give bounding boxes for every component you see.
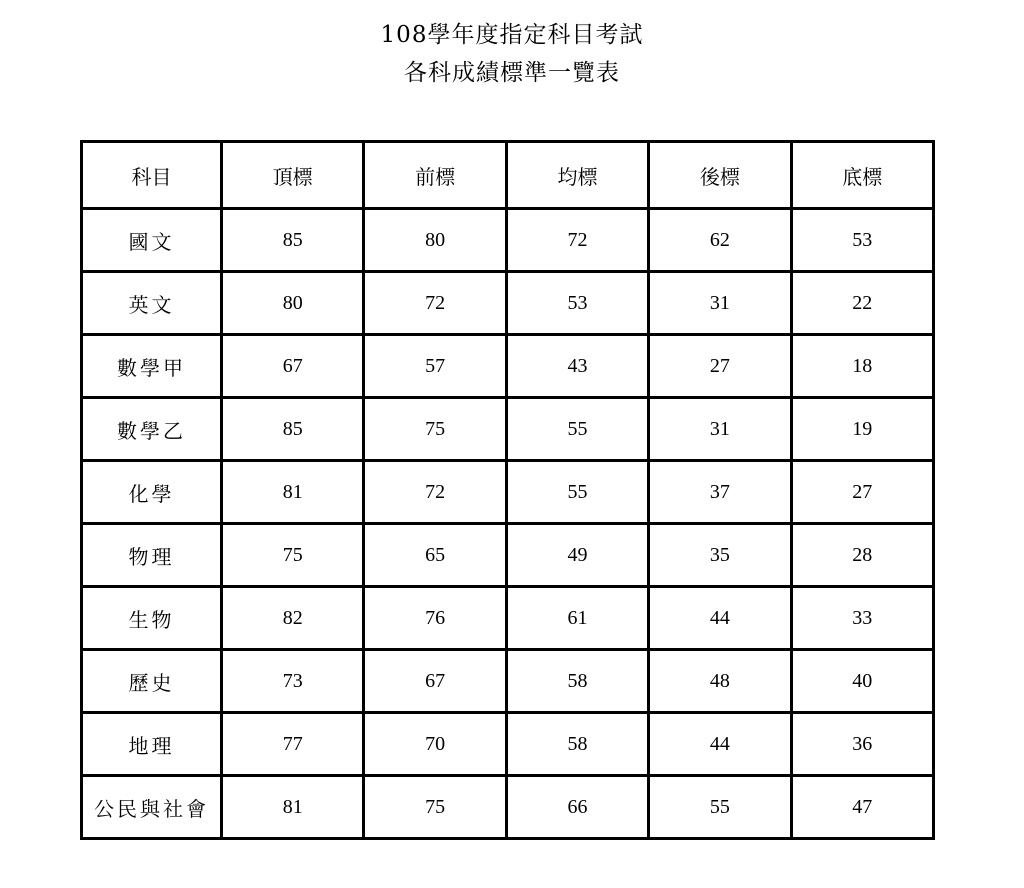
cell-top: 80: [222, 272, 364, 335]
cell-bottom: 19: [791, 398, 933, 461]
cell-front: 75: [364, 398, 506, 461]
header-subject: 科目: [82, 142, 222, 209]
cell-back: 55: [649, 776, 791, 839]
cell-back: 31: [649, 398, 791, 461]
cell-front: 70: [364, 713, 506, 776]
cell-average: 53: [506, 272, 648, 335]
header-back: 後標: [649, 142, 791, 209]
title-line-1: 108學年度指定科目考試: [380, 22, 644, 48]
table-header-row: [82, 142, 934, 209]
cell-front: 65: [364, 524, 506, 587]
cell-top: 81: [222, 776, 364, 839]
cell-back: 37: [649, 461, 791, 524]
cell-top: 81: [222, 461, 364, 524]
cell-front: 72: [364, 272, 506, 335]
cell-subject: 物理: [82, 524, 222, 587]
cell-top: 85: [222, 209, 364, 272]
cell-average: 49: [506, 524, 648, 587]
cell-front: 67: [364, 650, 506, 713]
cell-subject: 生物: [82, 587, 222, 650]
score-standards-table: [80, 140, 935, 840]
table-row: [82, 713, 934, 776]
cell-subject: 數學甲: [82, 335, 222, 398]
cell-average: 58: [506, 713, 648, 776]
header-top: 頂標: [222, 142, 364, 209]
table-row: [82, 398, 934, 461]
cell-bottom: 18: [791, 335, 933, 398]
cell-subject: 歷史: [82, 650, 222, 713]
header-front: 前標: [364, 142, 506, 209]
cell-back: 31: [649, 272, 791, 335]
table-body: [82, 209, 934, 839]
cell-bottom: 47: [791, 776, 933, 839]
cell-average: 61: [506, 587, 648, 650]
cell-subject: 地理: [82, 713, 222, 776]
table-row: [82, 335, 934, 398]
cell-bottom: 22: [791, 272, 933, 335]
table-row: [82, 587, 934, 650]
table-row: [82, 524, 934, 587]
cell-front: 76: [364, 587, 506, 650]
cell-average: 66: [506, 776, 648, 839]
header-average: 均標: [506, 142, 648, 209]
cell-top: 67: [222, 335, 364, 398]
cell-back: 44: [649, 587, 791, 650]
cell-subject: 公民與社會: [82, 776, 222, 839]
cell-top: 73: [222, 650, 364, 713]
cell-bottom: 27: [791, 461, 933, 524]
cell-average: 55: [506, 461, 648, 524]
cell-subject: 化學: [82, 461, 222, 524]
cell-top: 77: [222, 713, 364, 776]
table-row: [82, 272, 934, 335]
cell-back: 62: [649, 209, 791, 272]
table-row: [82, 461, 934, 524]
cell-bottom: 36: [791, 713, 933, 776]
cell-front: 57: [364, 335, 506, 398]
cell-front: 75: [364, 776, 506, 839]
cell-bottom: 53: [791, 209, 933, 272]
cell-average: 72: [506, 209, 648, 272]
cell-back: 44: [649, 713, 791, 776]
table-row: [82, 650, 934, 713]
cell-front: 72: [364, 461, 506, 524]
cell-bottom: 28: [791, 524, 933, 587]
cell-top: 85: [222, 398, 364, 461]
cell-subject: 數學乙: [82, 398, 222, 461]
cell-bottom: 33: [791, 587, 933, 650]
table-row: [82, 776, 934, 839]
header-bottom: 底標: [791, 142, 933, 209]
title-line-2: 各科成績標準一覽表: [404, 60, 620, 86]
table-row: [82, 209, 934, 272]
cell-bottom: 40: [791, 650, 933, 713]
cell-top: 75: [222, 524, 364, 587]
cell-average: 43: [506, 335, 648, 398]
cell-back: 48: [649, 650, 791, 713]
document-title: [0, 16, 1024, 92]
cell-subject: 英文: [82, 272, 222, 335]
cell-top: 82: [222, 587, 364, 650]
cell-average: 55: [506, 398, 648, 461]
cell-subject: 國文: [82, 209, 222, 272]
cell-back: 27: [649, 335, 791, 398]
cell-back: 35: [649, 524, 791, 587]
cell-average: 58: [506, 650, 648, 713]
cell-front: 80: [364, 209, 506, 272]
